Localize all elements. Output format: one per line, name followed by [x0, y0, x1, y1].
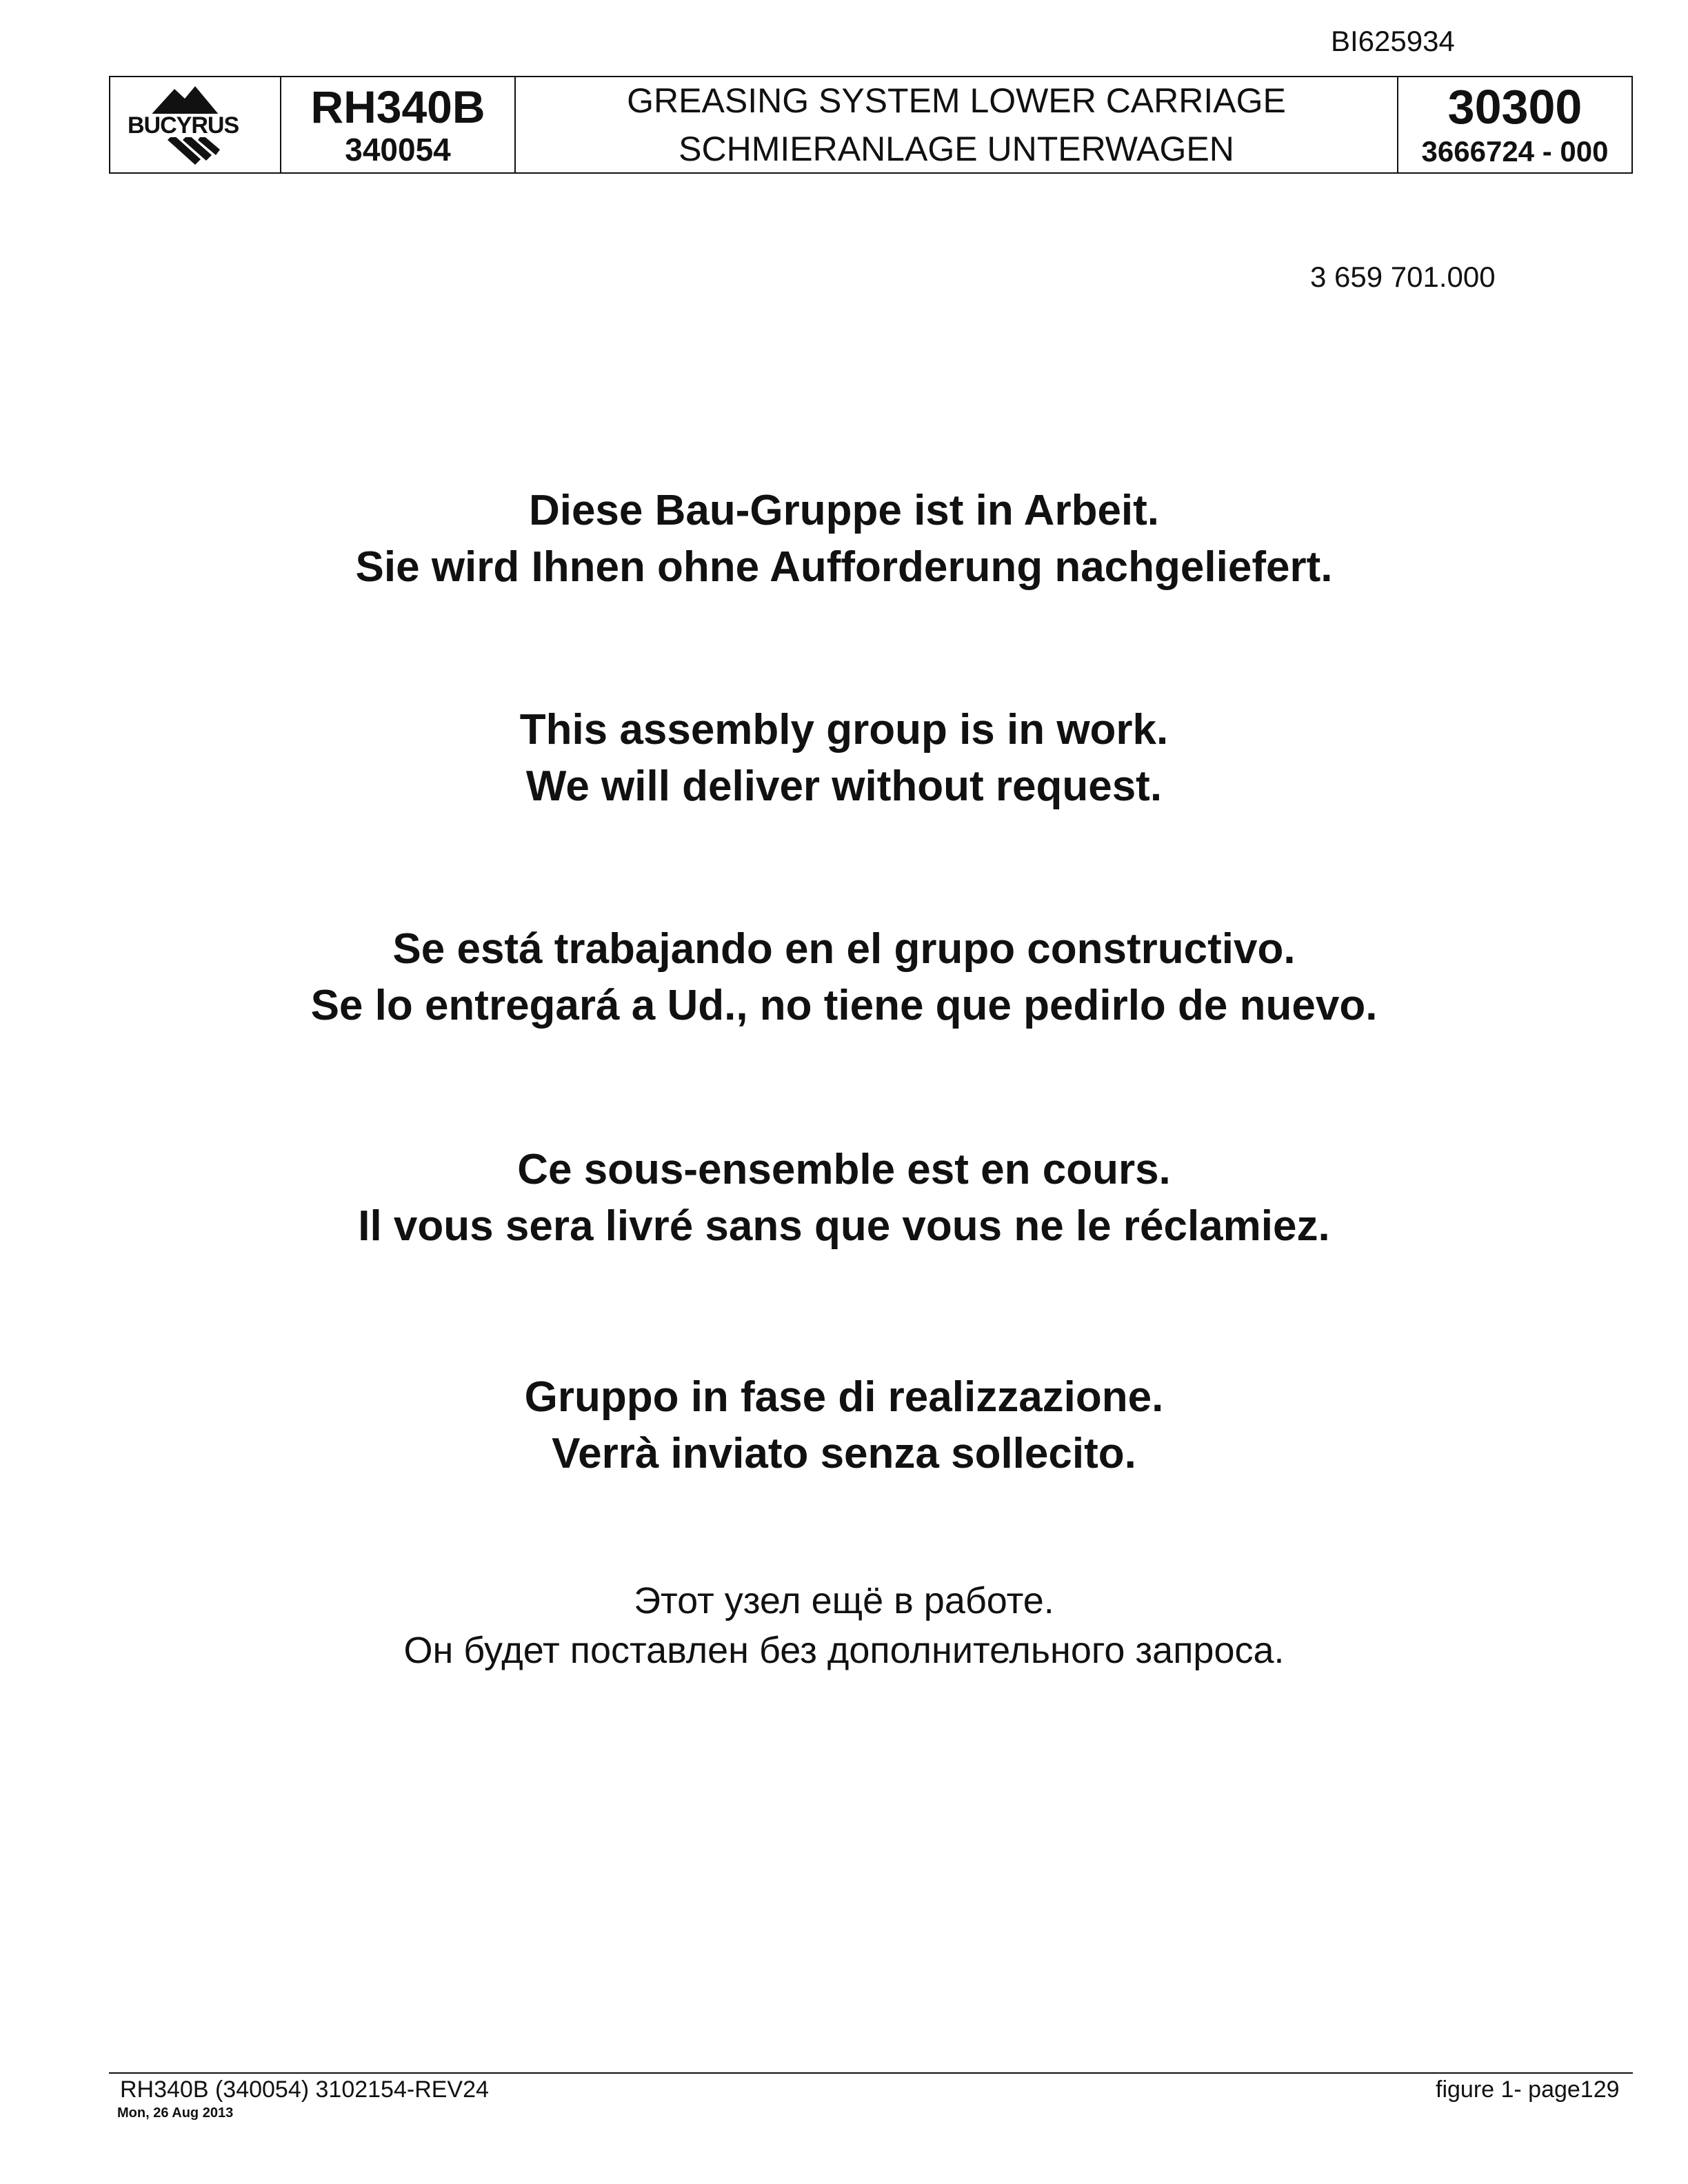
number-cell [1398, 77, 1631, 172]
notice-italian [0, 1369, 1688, 1482]
part-number: 3666724 - 000 [1421, 135, 1609, 168]
notice-english [0, 702, 1688, 815]
notice-line: Se lo entregará a Ud., no tiene que pedirlo de nuevo. [310, 982, 1378, 1029]
title-english: GREASING SYSTEM LOWER CARRIAGE [627, 81, 1286, 120]
notice-line: Этот узел ещё в работе. [634, 1580, 1054, 1621]
footer-divider [109, 2072, 1633, 2074]
title-cell [516, 77, 1398, 172]
footer-page-number: figure 1- page129 [1436, 2076, 1620, 2103]
model-number: RH340B [310, 81, 485, 132]
notice-line: This assembly group is in work. [519, 706, 1169, 754]
logo-text: BUCYRUS [128, 112, 239, 139]
notice-line: Sie wird Ihnen ohne Aufforderung nachgeliefert. [355, 543, 1333, 591]
notice-german [0, 483, 1688, 596]
reference-number: 3 659 701.000 [1310, 261, 1496, 293]
title-german: SCHMIERANLAGE UNTERWAGEN [679, 130, 1234, 168]
logo-cell [110, 77, 281, 172]
notice-french [0, 1142, 1688, 1255]
notice-line: Verrà inviato senza sollecito. [552, 1430, 1136, 1477]
document-id: BI625934 [1331, 25, 1455, 57]
notice-line: Se está trabajando en el grupo constructivo. [392, 925, 1296, 973]
notice-line: Il vous sera livré sans que vous ne le réclamiez. [358, 1202, 1330, 1250]
serial-number: 340054 [345, 132, 451, 168]
footer-date: Mon, 26 Aug 2013 [117, 2105, 234, 2121]
notice-line: Ce sous-ensemble est en cours. [517, 1146, 1171, 1193]
notice-line: Diese Bau-Gruppe ist in Arbeit. [528, 487, 1160, 534]
model-cell [281, 77, 516, 172]
notice-line: We will deliver without request. [525, 762, 1163, 810]
notice-line: Gruppo in fase di realizzazione. [524, 1373, 1164, 1421]
notice-russian [0, 1576, 1688, 1675]
notice-line: Он будет поставлен без дополнительного запроса. [403, 1630, 1285, 1671]
bucyrus-logo [119, 83, 271, 166]
notice-spanish [0, 921, 1688, 1034]
group-number: 30300 [1447, 80, 1582, 134]
header-table [109, 76, 1633, 174]
footer-document-ref: RH340B (340054) 3102154-REV24 [120, 2076, 489, 2103]
